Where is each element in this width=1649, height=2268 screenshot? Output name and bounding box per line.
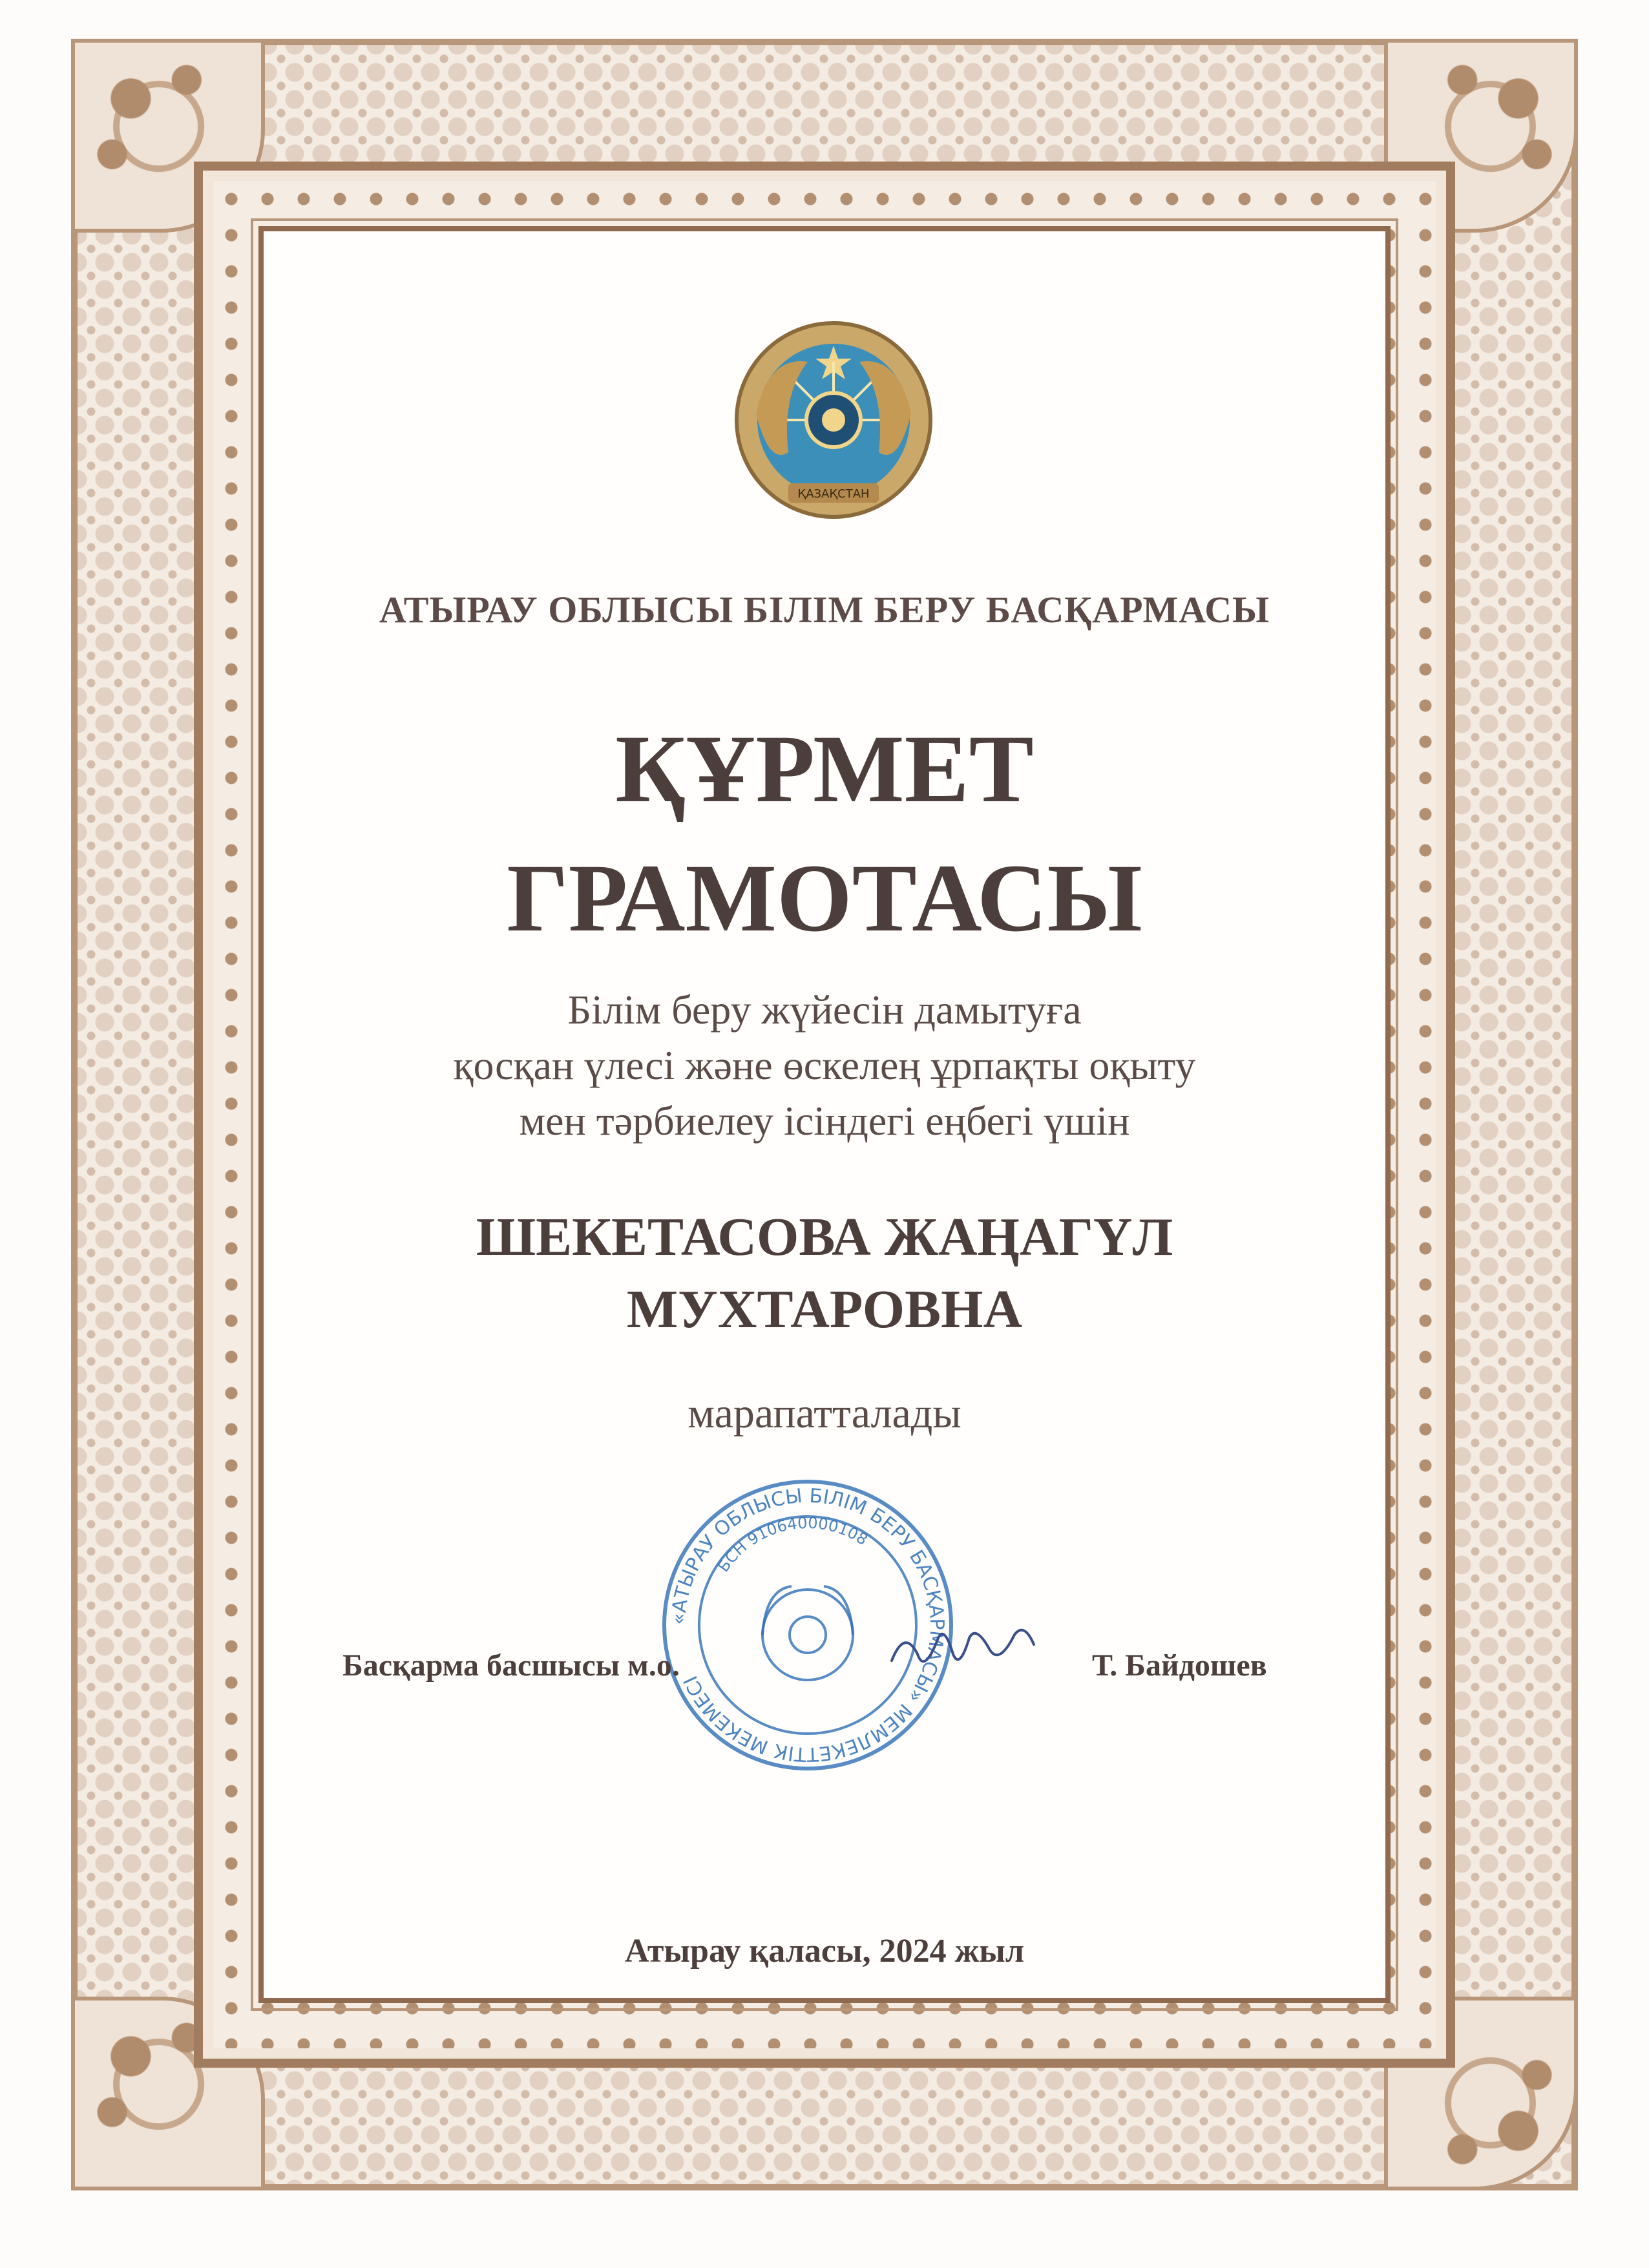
- awarded-text: марапатталады: [688, 1390, 961, 1437]
- signatory-name: Т. Байдошев: [1092, 1648, 1267, 1683]
- reason-line-2: қосқан үлесі және өскелең ұрпақты оқыту: [453, 1042, 1196, 1088]
- certificate-title-line-1: ҚҰРМЕТ: [615, 715, 1034, 823]
- handwritten-signature-icon: [879, 1609, 1047, 1686]
- stamp-outer-text: «АТЫРАУ ОБЛЫСЫ БІЛІМ БЕРУ БАСҚАРМАСЫ» МЕМЛЕКЕТТІК МЕКЕМЕСІ: [667, 1484, 949, 1766]
- place-and-date: Атырау қаласы, 2024 жыл: [624, 1933, 1025, 1969]
- issuing-organization: АТЫРАУ ОБЛЫСЫ БІЛІМ БЕРУ БАСҚАРМАСЫ: [379, 589, 1270, 631]
- certificate-title-line-2: ГРАМОТАСЫ: [507, 845, 1142, 952]
- signatory-title: Басқарма басшысы м.о.: [342, 1648, 680, 1683]
- reason-line-3: мен тәрбиелеу ісіндегі еңбегі үшін: [519, 1098, 1130, 1144]
- emblem-ribbon-text: ҚАЗАҚСТАН: [797, 487, 870, 501]
- recipient-name-line-1: ШЕКЕТАСОВА ЖАҢАГҮЛ: [476, 1207, 1173, 1267]
- certificate-content: [258, 226, 1391, 2003]
- stamp-bin-text: БСН 910640000108: [714, 1513, 871, 1575]
- recipient-name-line-2: МУХТАРОВНА: [626, 1279, 1023, 1339]
- kazakhstan-state-emblem-icon: [730, 317, 937, 523]
- reason-line-1: Білім беру жүйесін дамытуға: [567, 987, 1082, 1033]
